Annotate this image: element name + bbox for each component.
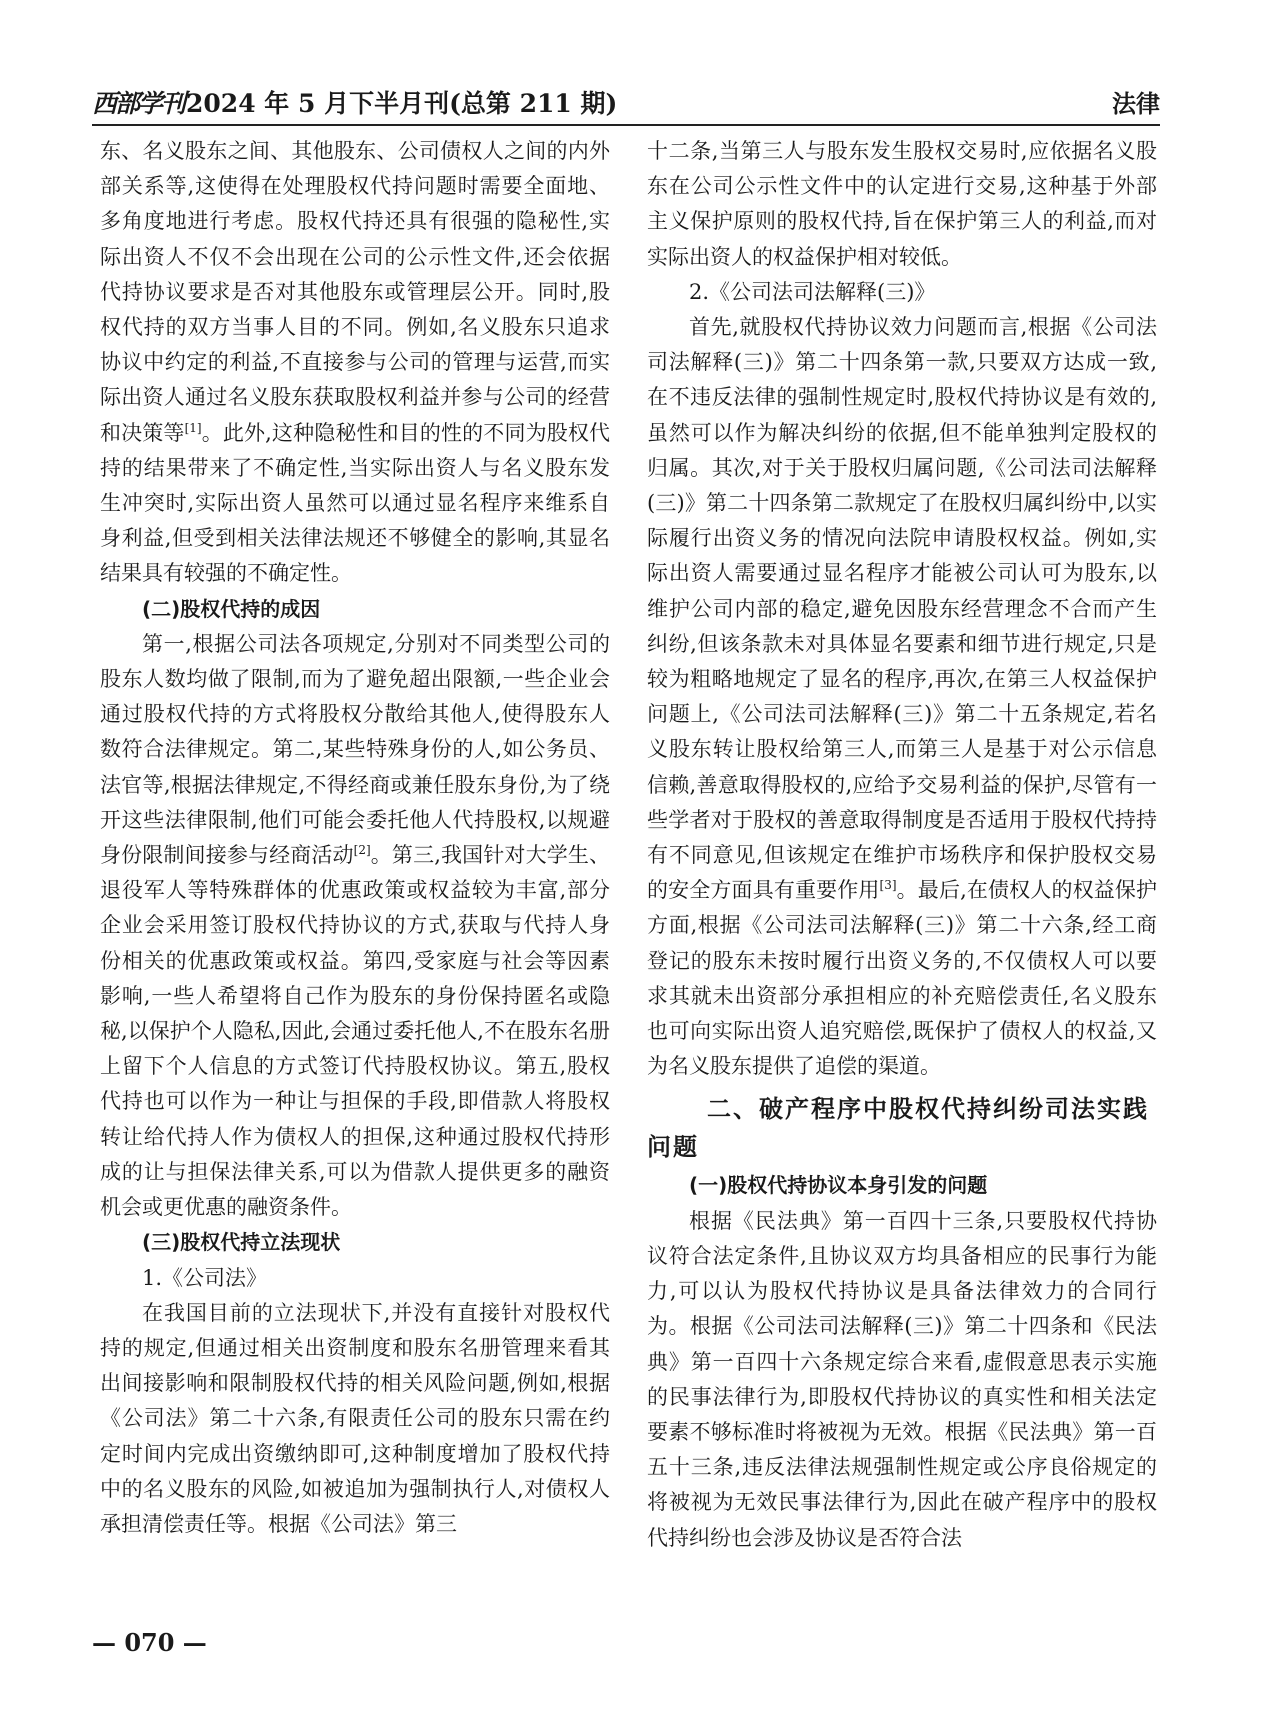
paragraph-text: 。此外,这种隐秘性和目的性的不同为股权代持的结果带来了不确定性,当实际出资人与名义股东发生冲突时,实际出资人虽然可以通过显名程序来维系自身利益,但受到相关法律法规还不够健全的影响,其显名结果具有较强的不确定性。 bbox=[100, 420, 610, 586]
journal-logo: 西部学刊 bbox=[92, 89, 185, 118]
citation-ref: [3] bbox=[879, 878, 897, 893]
subsection-heading-legislation: (三)股权代持立法现状 bbox=[142, 1230, 341, 1255]
issue-label: 2024 年 5 月下半月刊(总第 211 期) bbox=[186, 89, 618, 118]
section-label: 法律 bbox=[1112, 90, 1160, 118]
section-heading-line: 二、破产程序中股权代持纠纷司法实践 bbox=[707, 1095, 1149, 1124]
paragraph-text: 。第三,我国针对大学生、退役军人等特殊群体的优惠政策或权益较为丰富,部分企业会采用签订股权代持协议的方式,获取与代持人身份相关的优惠政策或权益。第四,受家庭与社会等因素影响,一些人希望将自己作为股东的身份保持匿名或隐秘,以保护个人隐私,因此,会通过委托他人,不在股东名册上留下个人信息的方式签订代持股权协议。第五,股权代持也可以作为一种让与担保的手段,即借款人将股权转让给代持人作为债权人的担保,这种通过股权代持形成的让与担保法律关系,可以为借款人提供更多的融资机会或更优惠的融资条件。 bbox=[100, 843, 610, 1220]
paragraph bbox=[647, 310, 1157, 1084]
paragraph: 在我国目前的立法现状下,并没有直接针对股权代持的规定,但通过相关出资制度和股东名册管理来看其出间接影响和限制股权代持的相关风险问题,例如,根据《公司法》第二十六条,有限责任公司的股东只需在约定时间内完成出资缴纳即可,这种制度增加了股权代持中的名义股东的风险,如被追加为强制执行人,对债权人承担清偿责任等。根据《公司法》第三 bbox=[100, 1300, 610, 1536]
paragraph-text: 。最后,在债权人的权益保护方面,根据《公司法司法解释(三)》第二十六条,经工商登记的股东未按时履行出资义务的,不仅债权人可以要求其就未出资部分承担相应的补充赔偿责任,名义股东也可向实际出资人追究赔偿,既保护了债权人的权益,又为名义股东提供了追偿的渠道。 bbox=[647, 878, 1157, 1079]
item-heading-company-law: 1.《公司法》 bbox=[142, 1265, 268, 1290]
right-column bbox=[647, 134, 1157, 1556]
paragraph bbox=[100, 134, 610, 592]
paragraph: 根据《民法典》第一百四十三条,只要股权代持协议符合法定条件,且协议双方均具备相应的民事行为能力,可以认为股权代持协议是具备法律效力的合同行为。根据《公司法司法解释(三)》第二十四条和《民法典》第一百四十六条规定综合来看,虚假意思表示实施的民事法律行为,即股权代持协议的真实性和相关法定要素不够标准时将被视为无效。根据《民法典》第一百五十三条,违反法律法规强制性规定或公序良俗规定的将被视为无效民事法律行为,因此在破产程序中的股权代持纠纷也会涉及协议是否符合法 bbox=[647, 1208, 1157, 1550]
paragraph: 十二条,当第三人与股东发生股权交易时,应依据名义股东在公司公示性文件中的认定进行交易,这种基于外部主义保护原则的股权代持,旨在保护第三人的利益,而对实际出资人的权益保护相对较低。 bbox=[647, 139, 1157, 269]
paragraph-text: 东、名义股东之间、其他股东、公司债权人之间的内外部关系等,这使得在处理股权代持问题时需要全面地、多角度地进行考虑。股权代持还具有很强的隐秘性,实际出资人不仅不会出现在公司的公示性文件,还会依据代持协议要求是否对其他股东或管理层公开。同时,股权代持的双方当事人目的不同。例如,名义股东只追求协议中约定的利益,不直接参与公司的管理与运营,而实际出资人通过名义股东获取股权利益并参与公司的经营和决策等 bbox=[100, 139, 610, 445]
section-heading-line: 问题 bbox=[647, 1133, 699, 1162]
subsection-heading-causes: (二)股权代持的成因 bbox=[142, 596, 321, 621]
subsection-heading-agreement: (一)股权代持协议本身引发的问题 bbox=[689, 1173, 988, 1198]
journal-issue bbox=[92, 84, 617, 120]
citation-ref: [1] bbox=[184, 420, 202, 435]
header-rule bbox=[92, 124, 1160, 126]
left-column bbox=[100, 134, 610, 1542]
running-header bbox=[92, 78, 1160, 122]
paragraph-text: 首先,就股权代持协议效力问题而言,根据《公司法司法解释(三)》第二十四条第一款,只要双方达成一致,在不违反法律的强制性规定时,股权代持协议是有效的,虽然可以作为解决纠纷的依据,但不能单独判定股权的归属。其次,对于关于股权归属问题,《公司法司法解释(三)》第二十四条第二款规定了在股权归属纠纷中,以实际履行出资义务的情况向法院申请股权权益。例如,实际出资人需要通过显名程序才能被公司认可为股东,以维护公司内部的稳定,避免因股东经营理念不合而产生纠纷,但该条款未对具体显名要素和细节进行规定,只是较为粗略地规定了显名的程序,再次,在第三人权益保护问题上,《公司法司法解释(三)》第二十五条规定,若名义股东转让股权给第三人,而第三人是基于对公示信息信赖,善意取得股权的,应给予交易利益的保护,尽管有一些学者对于股权的善意取得制度是否适用于股权代持持有不同意见,但该规定在维护市场秩序和保护股权交易的安全方面具有重要作用 bbox=[647, 315, 1157, 903]
section-heading bbox=[647, 1090, 1157, 1166]
citation-ref: [2] bbox=[353, 843, 371, 858]
item-heading-interpretation: 2.《公司法司法解释(三)》 bbox=[689, 279, 936, 304]
paragraph-text: 第一,根据公司法各项规定,分别对不同类型公司的股东人数均做了限制,而为了避免超出限额,一些企业会通过股权代持的方式将股权分散给其他人,使得股东人数符合法律规定。第二,某些特殊身份的人,如公务员、法官等,根据法律规定,不得经商或兼任股东身份,为了绕开这些法律限制,他们可能会委托他人代持股权,以规避身份限制间接参与经商活动 bbox=[100, 631, 610, 868]
paragraph bbox=[100, 627, 610, 1225]
page-number: — 070 — bbox=[92, 1628, 207, 1657]
